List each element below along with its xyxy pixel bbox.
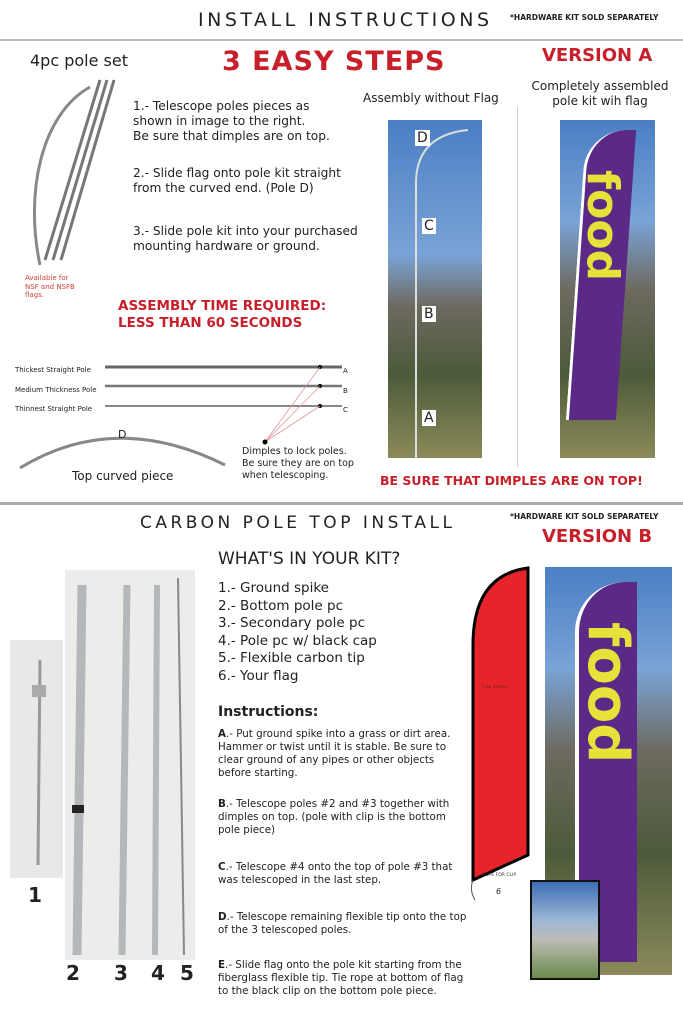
dimples-warning: BE SURE THAT DIMPLES ARE ON TOP! [380, 473, 643, 488]
instruction-text: .- Telescope remaining flexible tip onto the top of the 3 telescoped poles. [218, 911, 467, 936]
curved-label: Top curved piece [72, 469, 174, 483]
assembly-time [118, 298, 326, 332]
availability-note [25, 274, 75, 300]
section-divider [0, 502, 683, 505]
caption-line: pole kit wih flag [552, 94, 648, 108]
step-1-line: Be sure that dimples are on top. [133, 129, 330, 143]
step-2-line: from the curved end. (Pole D) [133, 181, 314, 195]
hardware-note-b: *HARDWARE KIT SOLD SEPARATELY [510, 512, 659, 521]
instruction-letter: E [218, 959, 226, 971]
part-number-2: 2 [66, 961, 80, 985]
pole-letter: C [343, 406, 348, 414]
pole-letter: A [343, 367, 348, 375]
flag-diagram [468, 565, 538, 905]
instruction-letter: C [218, 861, 226, 873]
instruction-letter: D [218, 911, 227, 923]
divider [0, 39, 683, 41]
pole-letters [343, 362, 348, 421]
poles-photo [65, 570, 195, 960]
pole-label-a: Thickest Straight Pole [15, 366, 91, 374]
instruction-letter: B [218, 798, 226, 810]
divider [517, 107, 518, 467]
assembly-time-line: LESS THAN 60 SECONDS [118, 315, 303, 331]
pole-label-c: Thinnest Straight Pole [15, 405, 93, 413]
instruction-text: .- Telescope poles #2 and #3 together with dimples on top. (pole with clip is the bottom pole piece) [218, 798, 450, 836]
kit-item: 1.- Ground spike [218, 580, 329, 596]
dimples-line: Be sure they are on top [242, 458, 354, 469]
dimples-line: Dimples to lock poles. [242, 446, 347, 457]
photo2-caption [525, 79, 675, 109]
assembly-time-line: ASSEMBLY TIME REQUIRED: [118, 298, 327, 314]
inset-clip-photo [530, 880, 600, 980]
instructions-list [218, 728, 468, 998]
pole-labels [15, 361, 97, 420]
part-number-4: 4 [151, 961, 165, 985]
kit-item: 3.- Secondary pole pc [218, 615, 365, 631]
photo-label-c: C [424, 218, 434, 234]
step-1-line: shown in image to the right. [133, 114, 306, 128]
instruction-letter: A [218, 728, 226, 740]
dimples-line: when telescoping. [242, 470, 329, 481]
kit-item: 6.- Your flag [218, 667, 299, 684]
flag-text: food [575, 622, 640, 764]
flag-sleeve-label: Flag Sleeve [482, 685, 508, 690]
pole-label-b: Medium Thickness Pole [15, 385, 97, 394]
part-number-1: 1 [28, 883, 42, 907]
step-2-line: 2.- Slide flag onto pole kit straight [133, 166, 341, 180]
step-1 [133, 99, 330, 144]
flag-photo-a [560, 120, 655, 458]
part-number-3: 3 [114, 961, 128, 985]
step-2 [133, 166, 341, 196]
step-3 [133, 224, 358, 254]
part-number-5: 5 [180, 961, 194, 985]
ground-spike-photo [10, 640, 63, 878]
kit-list [218, 580, 377, 685]
availability-line: Available for [25, 274, 69, 282]
photo1-caption: Assembly without Flag [363, 91, 499, 105]
easy-steps-heading: 3 EASY STEPS [222, 46, 446, 77]
instruction-c [218, 861, 468, 911]
kit-item: 2.- Bottom pole pc [218, 597, 344, 614]
rope-label: ROPE FOR CLIP [482, 873, 517, 878]
kit-item: 4.- Pole pc w/ black cap [218, 632, 377, 649]
install-instructions-title: INSTALL INSTRUCTIONS [198, 9, 493, 31]
caption-line: Completely assembled [531, 79, 669, 93]
kit-heading: WHAT'S IN YOUR KIT? [218, 549, 401, 569]
dimples-note [242, 446, 354, 482]
carbon-title: CARBON POLE TOP INSTALL [140, 513, 456, 533]
instruction-text: .- Telescope #4 onto the top of pole #3 that was telescoped in the last step. [218, 861, 453, 886]
instruction-e [218, 959, 468, 998]
hardware-note: *HARDWARE KIT SOLD SEPARATELY [510, 13, 659, 22]
version-b-label: VERSION B [542, 526, 653, 547]
assembly-photo [388, 120, 482, 458]
availability-line: NSF and NSFB [25, 282, 75, 291]
instruction-text: .- Slide flag onto the pole kit starting from the fiberglass flexible tip. Tie rope at bottom of flag to the black clip on the bottom pole piece. [218, 959, 464, 997]
step-1-line: 1.- Telescope poles pieces as [133, 99, 310, 113]
instruction-a [218, 728, 468, 798]
availability-line: flags. [25, 291, 45, 299]
flag-text: food [577, 170, 628, 282]
kit-item: 5.- Flexible carbon tip [218, 650, 365, 666]
instruction-b [218, 798, 468, 861]
flag-number: 6 [496, 887, 502, 896]
instructions-heading: Instructions: [218, 704, 319, 720]
step-3-line: 3.- Slide pole kit into your purchased [133, 224, 358, 238]
pole-letter: B [343, 386, 348, 395]
step-3-line: mounting hardware or ground. [133, 239, 320, 253]
instruction-text: .- Put ground spike into a grass or dirt area. Hammer or twist until it is stable. Be sure to clear ground of any pipes or other objects before starting. [218, 728, 451, 779]
pole-set-illustration [20, 75, 120, 275]
curved-letter: D [118, 428, 127, 441]
pole-set-label: 4pc pole set [30, 51, 128, 70]
instruction-d [218, 911, 468, 959]
photo-label-b: B [424, 306, 434, 322]
version-a-label: VERSION A [542, 45, 653, 66]
photo-label-a: A [424, 410, 434, 426]
photo-label-d: D [417, 130, 428, 146]
